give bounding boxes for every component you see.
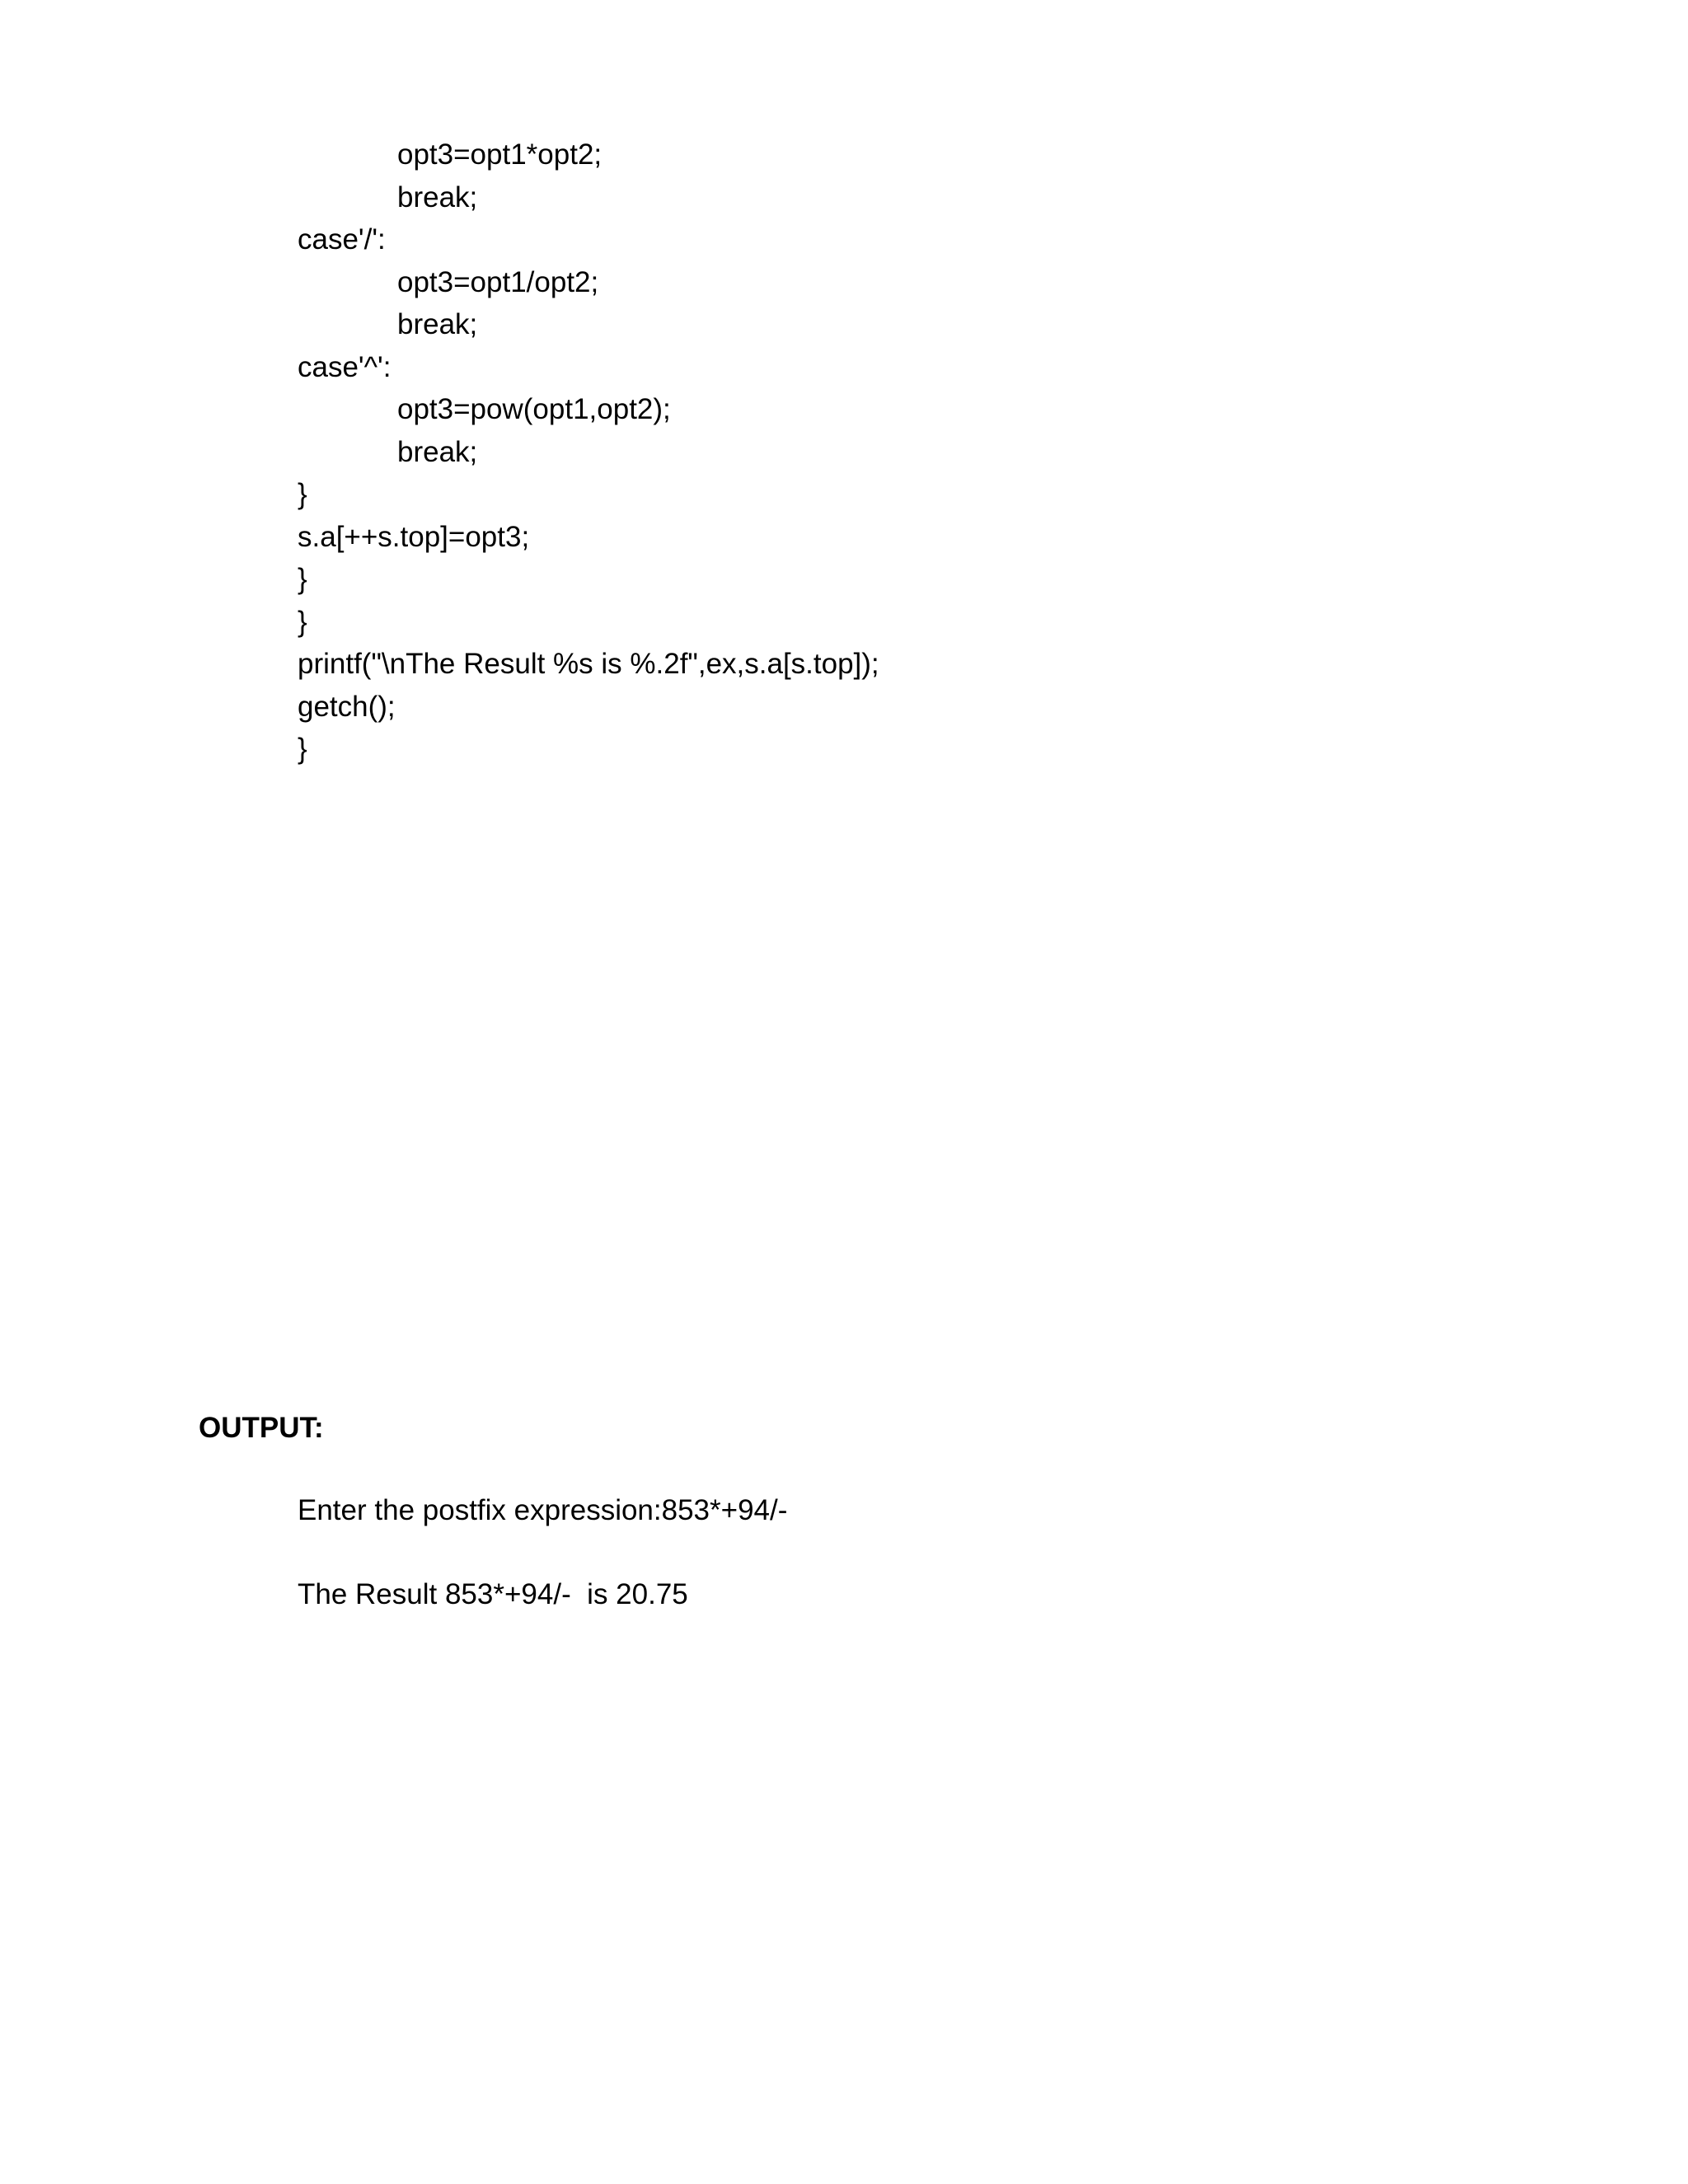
- code-line: s.a[++s.top]=opt3;: [298, 520, 530, 553]
- code-line: opt3=pow(opt1,opt2);: [397, 393, 671, 425]
- output-heading: OUTPUT:: [199, 1412, 324, 1444]
- code-line: case'^':: [298, 350, 392, 383]
- code-line: }: [298, 605, 307, 638]
- code-line: break;: [397, 180, 478, 213]
- code-line: }: [298, 733, 307, 765]
- code-line: getch();: [298, 690, 396, 723]
- code-line: break;: [397, 435, 478, 468]
- code-line: }: [298, 478, 307, 510]
- code-line: printf("\nThe Result %s is %.2f",ex,s.a[s.top]);: [298, 648, 879, 680]
- code-line: opt3=opt1*opt2;: [397, 138, 603, 171]
- output-line-prompt: Enter the postfix expression:853*+94/-: [298, 1494, 788, 1526]
- code-line: case'/':: [298, 223, 386, 255]
- code-block: [298, 134, 1369, 771]
- code-line: }: [298, 563, 307, 595]
- output-line-result: The Result 853*+94/- is 20.75: [298, 1578, 688, 1610]
- code-line: break;: [397, 308, 478, 340]
- code-line: opt3=opt1/opt2;: [397, 265, 599, 298]
